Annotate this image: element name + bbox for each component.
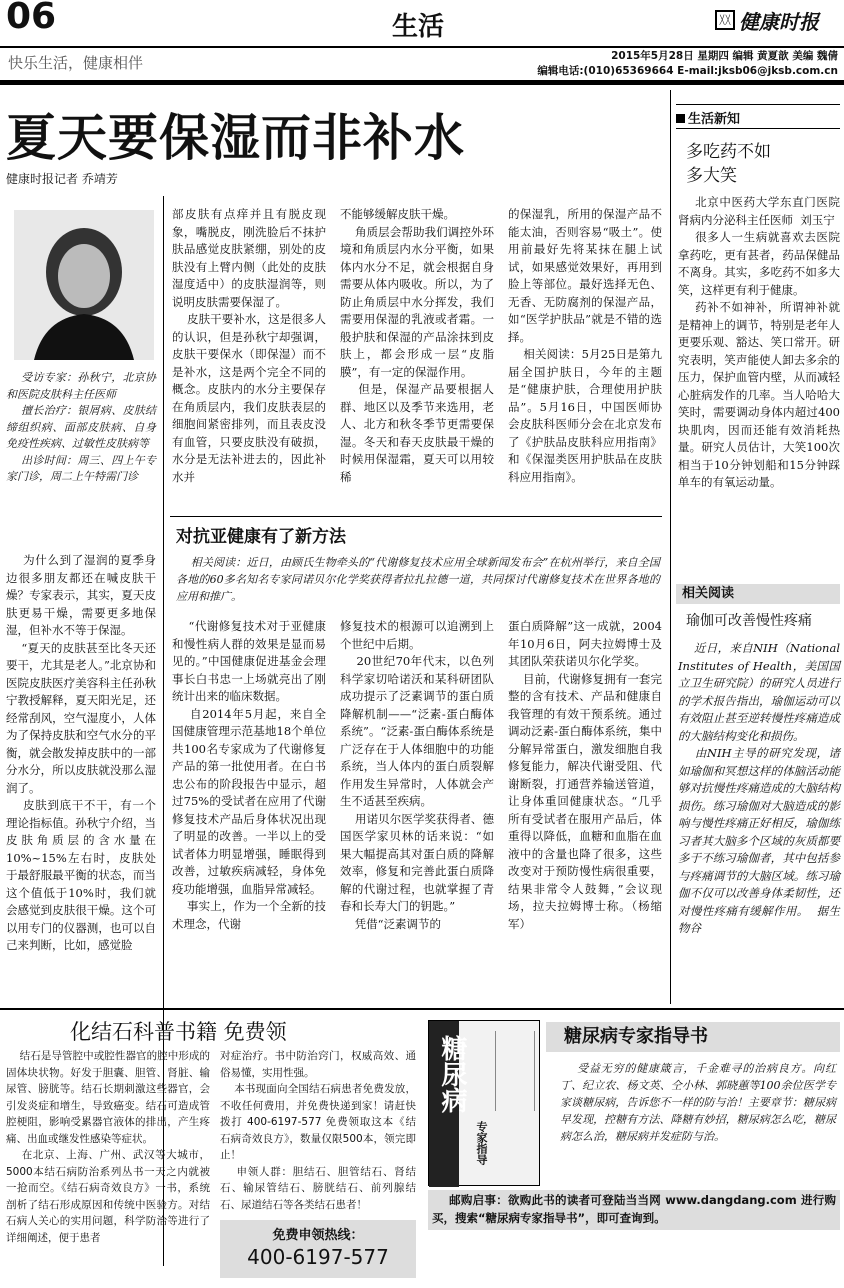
page-number: 06 [6, 0, 57, 37]
hotline-label: 免费申领热线： [272, 1228, 364, 1243]
section-title: 生活 [392, 12, 445, 42]
sidebar-body: 北京中医药大学东直门医院肾病内分泌科主任医师 刘玉宁 很多人一生病就喜欢去医院拿药吃，更有甚者，药品保健品不离身。其实，多吃药不如多大笑，这样更有利于健康。 药补不如神补，所谓神补就是精神上的调节，特别是老年人更要乐观、豁达、笑口常开。研究表明，笑声能使人卸去多余的压力，保护血管内壁，从而减轻心脏病发作的几率。当人哈哈大笑时，需要调动身体内超过400块肌肉，因而还能有效消耗热量。研究人员估计，大笑100次相当于10分钟划船和15分钟踩单车的有氧运动量。 [678, 195, 840, 489]
main-col-3: 不能够缓解皮肤干燥。 角质层会帮助我们调控外环境和角质层内水分平衡，如果体内水分不足，就会根据自身需要从体内吸收。所以，为了防止角质层中水分挥发，我们需要用保湿的乳液或者霜。一般护肤和保湿的产品涂抹到皮肤上，都会形成一层“皮脂膜”，有一定的保湿作用。 但是，保湿产品要根据人群、地区以及季节来选用，老人、北方和秋冬季节更需要保湿。冬天和春天皮肤最干燥的时候用保湿霜，夏天可以用较稀 [340, 207, 495, 484]
sub-lead: 相关阅读：近日，由顾氏生物牵头的“代谢修复技术应用全球新闻发布会”在杭州举行，来自全国各地的60多名知名专家同诺贝尔化学奖获得者拉扎拉德一道，共同探讨代谢修复技术在世界各地的应用和推广。 [176, 556, 660, 603]
date-line: 2015年5月28日 星期四 编辑 黄夏歆 美编 魏倩 [611, 50, 838, 62]
sidebar-label-2: 相关阅读 [676, 584, 840, 604]
ad-right-title-bar [546, 1022, 840, 1052]
contact-line: 编辑电话:(010)65369664 E-mail:jksb06@jksb.com.cn [537, 65, 838, 77]
slogan: 快乐生活，健康相伴 [8, 54, 144, 72]
main-col-2: 部皮肤有点痒并且有脱皮现象，嘴脱皮，刚洗脸后不抹护肤品感觉皮肤紧绷，别处的皮肤没有上臂内侧（此处的皮肤湿度适中）的皮肤湿润等，则说明皮肤需要保湿了。 皮肤干要补水，这是很多人的认识，但是孙秋宁却强调，皮肤干要保水（即保湿）而不是补水，这是两个完全不同的概念。皮肤内的水分主要保存在角质层内，我们皮肤表层的细胞间紧密排列，而且表皮没有血管，只要皮肤没有破损，水分是无法补进去的，因此补水并 [172, 207, 327, 484]
byline: 健康时报记者 乔靖芳 [6, 172, 118, 186]
book-cover-subtitle: 专家指导 [475, 1121, 488, 1165]
book-cover-title: 糖尿病 [437, 1035, 467, 1113]
ad-left-col-1: 结石是导管腔中或腔性器官的腔中形成的固体块状物。好发于胆囊、胆管、肾脏、输尿管、膀胱等。结石长期刺激这些器官，会引发炎症和增生，导致癌变。结石可造成管腔梗阻，影响受累器官液体的排出，产生疼痛、出血或继发性感染等症状。 在北京、上海、广州、武汉等大城市，5000本结石病防治系列丛书一天之内就被一抢而空。《结石病奇效良方》一书，系统剖析了结石形成原因和传统中医验方。对结石病人关心的实用问题，科学防治等进行了详细阐述，便于患者 [6, 1050, 210, 1244]
sub-col-2: 修复技术的根源可以追溯到上个世纪中后期。 20世纪70年代末，以色列科学家切哈诺沃和某科研团队成功提示了泛素调节的蛋白质降解机制——“泛素-蛋白酶体系统”。“泛素-蛋白酶体系统是广泛存在于人体细胞中的功能系统，当人体内的蛋白质裂解作用发生异常时，人体就会产生不适甚至疾病。 用诺贝尔医学奖获得者、德国医学家贝林的话来说：“如果大幅提高其对蛋白质的降解效率，修复和完善此蛋白质降解的代谢过程，也就掌握了青春和长寿大门的钥匙。” 凭借“泛素调节的 [340, 619, 495, 931]
hotline-box [220, 1220, 416, 1278]
portrait-image [14, 210, 154, 360]
expert-info: 受访专家：孙秋宁，北京协和医院皮肤科主任医师 擅长治疗：银屑病、皮肤结缔组织病、面部皮肤病、自身免疫性疾病、过敏性皮肤病等 出诊时间：周三、四上午专家门诊，周二上午特需门诊 [6, 371, 156, 483]
sidebar-title-2: 瑜伽可改善慢性疼痛 [686, 613, 812, 629]
ad-left-col-2: 对症治疗。书中防治窍门，权威高效、通俗易懂，实用性强。 本书现面向全国结石病患者免费发放，不收任何费用，并免费快递到家！请赶快拨打 400-6197-577 免费领取这本《结石病奇效良方》，数量仅限500本，领完即止！ 申领人群：胆结石、胆管结石、肾结石、输尿管结石、膀胱结石、前列腺结石、尿道结石等各类结石患者！ [220, 1050, 416, 1211]
sub-col-3: 蛋白质降解”这一成就，2004年10月6日，阿夫拉姆博士及其团队荣获诺贝尔化学奖。 目前，代谢修复拥有一套完整的含有技术、产品和健康自我管理的有效干预系统。通过调动泛素-蛋白酶体系统，集中分解异常蛋白，激发细胞自我修复能力，解决代谢受阻、代谢断裂，打通营养输送管道，让身体重回健康状态。“几乎所有受试者在服用产品后，体重得以降低，血糖和血脂在血液中的含量也降了很多，这些改变对于预防慢性病很重要，结果非常令人鼓舞，”会议现场，拉夫拉姆博士称。（杨缩军） [508, 619, 663, 931]
ad-left-title: 化结石科普书籍 免费领 [70, 1020, 287, 1044]
square-bullet-icon [676, 114, 685, 123]
book-cover [428, 1020, 540, 1186]
ad-right-title: 糖尿病专家指导书 [564, 1026, 708, 1047]
ad-right-body: 受益无穷的健康箴言，千金难寻的治病良方。向红丁、纪立农、杨文英、仝小林、郭晓蕙等100余位医学专家谈糖尿病，告诉您不一样的防与治！主要章节：糖尿病早发现，控糖有方法、降糖有妙招，糖尿病怎么吃，糖尿病怎么治，糖尿病并发症防与治。 [560, 1062, 836, 1143]
sub-col-1: “代谢修复技术对于亚健康和慢性病人群的效果是显而易见的。”中国健康促进基金会理事长白书忠一上场就亮出了刚统计出来的临床数据。 自2014年5月起，来自全国健康管理示范基地18个单位共100名专家成为了代谢修复产品的第一批使用者。在白书忠公布的阶段报告中显示，超过75%的受试者在应用了代谢修复技术产品后身体状况出现了明显的改善。一半以上的受试者体力明显增强，睡眠得到改善，过敏疾病减轻，身体免疫功能增强，血脂异常减轻。 事实上，作为一个全新的技术理念，代谢 [172, 619, 327, 931]
main-col-4: 的保湿乳，所用的保湿产品不能太油，否则容易“吸土”。使用前最好先将某抹在腿上试试，如果感觉效果好，再用到脸上等部位。最好选择无色、无香、无防腐剂的保湿产品，如“医学护肤品”就是不错的选择。 相关阅读：5月25日是第九届全国护肤日，今年的主题是“健康护肤，合理使用护肤品”。5月16日，中国医师协会皮肤科医师分会在北京发布了《护肤品皮肤科应用指南》和《保湿类医用护肤品在皮肤科应用指南》。 [508, 207, 663, 484]
main-headline: 夏天要保湿而非补水 [6, 108, 465, 167]
ad-right-footer: 邮购启事：欲购此书的读者可登陆当当网 www.dangdang.com 进行购买，搜索“糖尿病专家指导书”，即可查询到。 [428, 1190, 840, 1230]
newspaper-logo: 〷 健康时报 [715, 6, 840, 34]
sidebar-label: 生活新知 [676, 108, 740, 127]
sidebar-body-2: 近日，来自NIH（National Institutes of Health，美国国立卫生研究院）的研究人员进行的学术报告指出，瑜伽运动可以有效阻止甚至逆转慢性疼痛造成的大脑结构变化和损伤。 由NIH主导的研究发现，诸如瑜伽和冥想这样的体脑活动能够对抗慢性疼痛造成的大脑结构损伤。练习瑜伽对大脑造成的影响与慢性疼痛正好相反，瑜伽练习者其大脑多个区域的灰质都要多于不练习瑜伽者，其中包括参与疼痛调节的大脑区域。练习瑜伽不仅可以改善身体柔韧性，还对慢性疼痛有缓解作用。 据生物谷 [678, 641, 841, 935]
main-col-1: 为什么到了湿润的夏季身边很多朋友都还在喊皮肤干燥？专家表示，其实，夏天皮肤更易干燥，需要更多地保湿，但补水不等于保湿。 “夏天的皮肤甚至比冬天还要干，尤其是老人。”北京协和医院皮肤医疗美容科主任孙秋宁教授解释，夏天阳光足，还经常刮风，空气湿度小，人体为了保持皮肤和空气水分的平衡，就会散发掉皮肤中的一部分水分，所以皮肤就没那么湿润了。 皮肤到底干不干，有一个理论指标值。孙秋宁介绍，当皮肤角质层的含水量在10%~15%左右时，皮肤处于最舒服最平衡的状态，而当这个值低于10%时，我们就会感觉到皮肤很干燥。这个可以用专门的仪器测，也可以自己来判断，比如，感觉脸 [6, 553, 157, 952]
sidebar-title: 多吃药不如 多大笑 [686, 142, 771, 186]
sub-headline: 对抗亚健康有了新方法 [176, 527, 346, 547]
logo-seal-icon: 〷 [715, 10, 735, 30]
book-cover-decor [495, 1031, 535, 1111]
hotline-number[interactable]: 400-6197-577 [247, 1245, 389, 1269]
expert-photo [14, 210, 154, 360]
